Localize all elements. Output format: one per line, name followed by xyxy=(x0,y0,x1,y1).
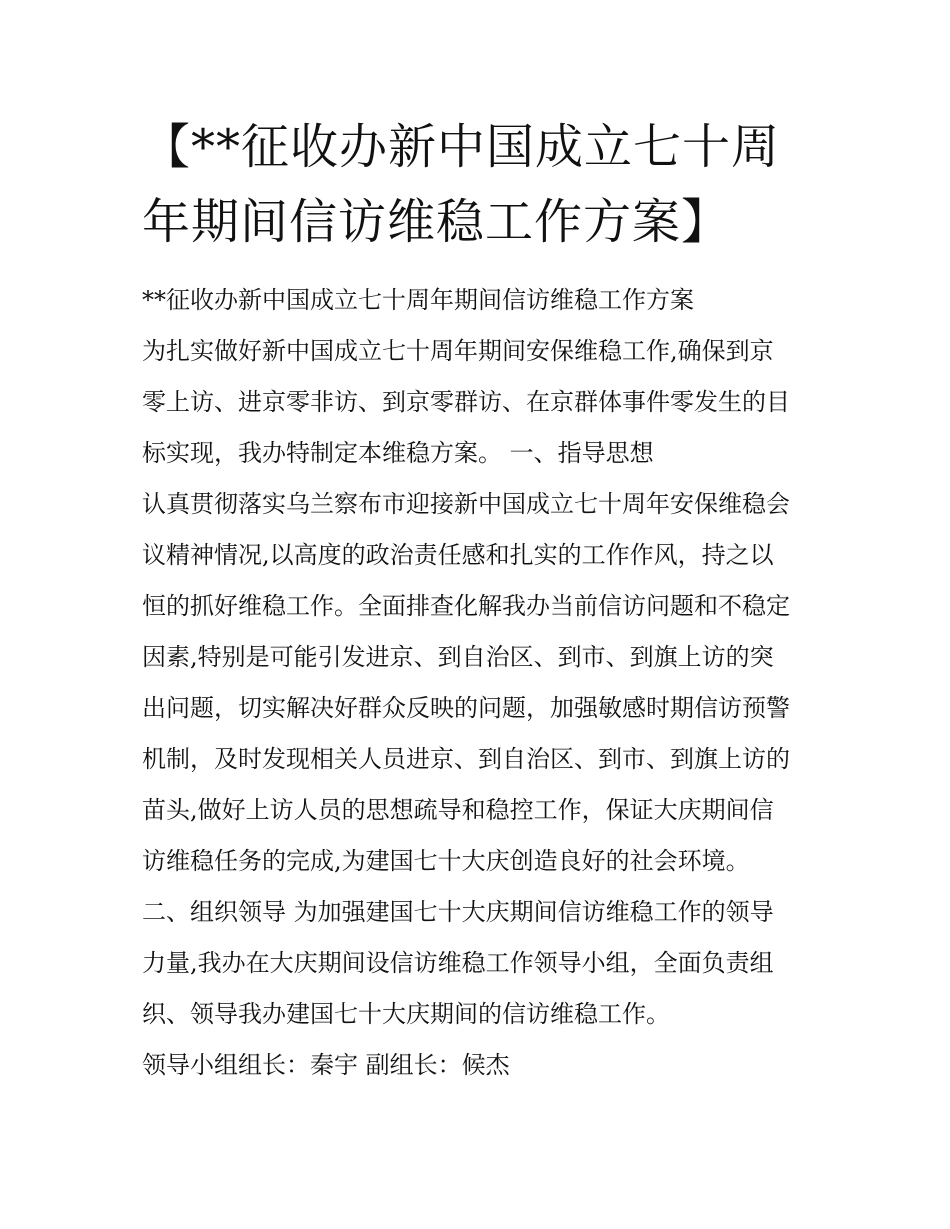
body-line: 标实现，我办特制定本维稳方案。 一、指导思想 xyxy=(142,439,654,467)
title-line: 年期间信访维稳工作方案】 xyxy=(142,194,731,250)
body-line: 出问题，切实解决好群众反映的问题，加强敏感时期信访预警 xyxy=(142,694,790,722)
body-line: 二、组织领导 为加强建国七十大庆期间信访维稳工作的领导 xyxy=(142,898,774,926)
body-line: 恒的抓好维稳工作。全面排查化解我办当前信访问题和不稳定 xyxy=(142,592,790,620)
document-title xyxy=(142,110,822,260)
body-line: 因素,特别是可能引发进京、到自治区、到市、到旗上访的突 xyxy=(142,643,774,671)
document-body xyxy=(142,280,822,1096)
body-line: 力量,我办在大庆期间设信访维稳工作领导小组，全面负责组 xyxy=(142,949,774,977)
title-line: 【**征收办新中国成立七十周 xyxy=(142,119,781,175)
body-line: 访维稳任务的完成,为建国七十大庆创造良好的社会环境。 xyxy=(142,847,750,875)
body-line: 织、领导我办建国七十大庆期间的信访维稳工作。 xyxy=(142,1000,670,1028)
body-line: 议精神情况,以高度的政治责任感和扎实的工作作风，持之以 xyxy=(142,541,774,569)
body-line: 领导小组组长：秦宇 副组长：候杰 xyxy=(142,1051,510,1079)
body-line: 认真贯彻落实乌兰察布市迎接新中国成立七十周年安保维稳会 xyxy=(142,490,790,518)
body-line: 机制，及时发现相关人员进京、到自治区、到市、到旗上访的 xyxy=(142,745,790,773)
body-line: 零上访、进京零非访、到京零群访、在京群体事件零发生的目 xyxy=(142,388,790,416)
body-line: 为扎实做好新中国成立七十周年期间安保维稳工作,确保到京 xyxy=(142,337,774,365)
body-line: 苗头,做好上访人员的思想疏导和稳控工作，保证大庆期间信 xyxy=(142,796,774,824)
subtitle-line: **征收办新中国成立七十周年期间信访维稳工作方案 xyxy=(142,286,694,314)
